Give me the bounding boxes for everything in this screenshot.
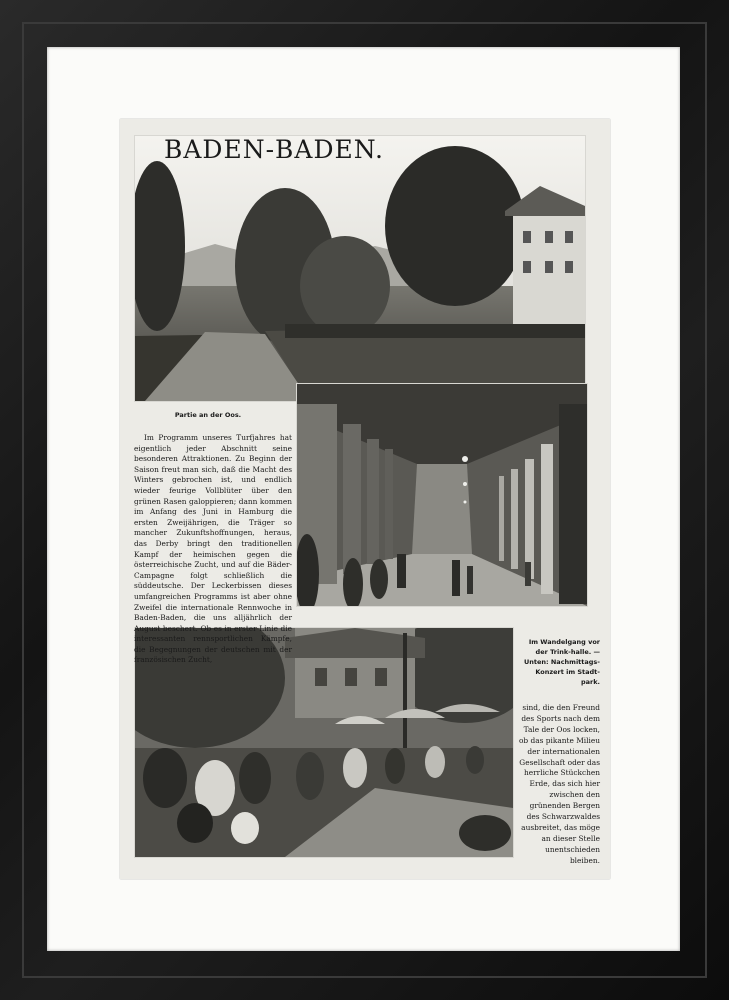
print-page	[120, 119, 610, 879]
caption-colonnade-and-concert: Im Wandelgang vor der Trink-halle. — Unten: Nachmittags-Konzert im Stadt-park.	[523, 638, 600, 686]
photo-oos-river	[134, 135, 586, 402]
photo-oos-river-image	[135, 136, 585, 401]
article-text-left-column: Im Programm unseres Turfjahres hat eigentlich jeder Abschnitt seine besonderen Attraktionen. Zu Beginn der Saison freut man sich, daß die Macht des Winters gebrochen ist, und endlich wieder feurige Vollblüter über den grünen Rasen galoppieren; dann kommen im Anfang des Juni in Hamburg die ersten Zweijährigen, die Träger so mancher Zukunftshoffnungen, heraus, das Derby bringt den traditionellen Kampf der heimischen gegen die österreichische Zucht, und auf die Bäder-Campagne folgt schließlich die süddeutsche. Der Leckerbissen dieses umfangreichen Programms ist aber ohne Zweifel die internationale Rennwoche in Baden-Baden, die uns alljährlich der August beschert. Ob es in erster Linie die interessanten rennsportlichen Kämpfe, die Begegnungen der deutschen mit der französischen Zucht,	[134, 433, 292, 665]
photo-colonnade-image	[297, 384, 587, 606]
article-text-right-column: sind, die den Freund des Sports nach dem Tale der Oos locken, ob das pikante Milieu der internationalen Gesellschaft oder das herrliche Stückchen Erde, das sich hier zwischen den grünenden Bergen des Schwarzwaldes ausbreitet, das möge an dieser Stelle unentschieden bleiben.	[518, 703, 600, 865]
photo-colonnade	[296, 383, 588, 607]
caption-oos: Partie an der Oos.	[174, 411, 242, 419]
page-headline: BADEN-BADEN.	[164, 135, 384, 164]
